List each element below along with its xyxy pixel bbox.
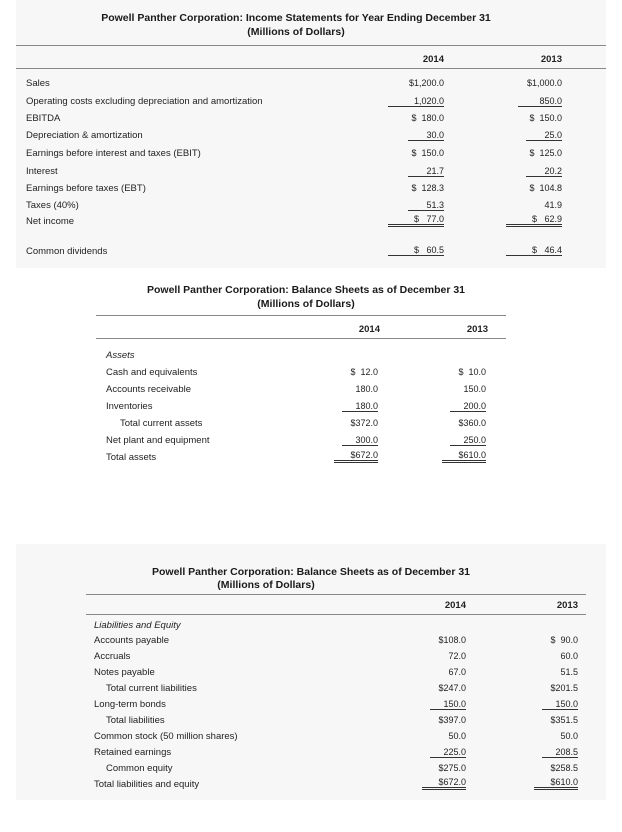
value-2014: 180.0 (342, 401, 378, 412)
value-2013: $1,000.0 (526, 78, 562, 88)
value-2014: $275.0 (438, 763, 466, 773)
row-label: Notes payable (94, 667, 155, 678)
assets-heading: Assets (106, 350, 135, 361)
liabilities-year-2014: 2014 (444, 600, 466, 611)
income-title: Powell Panther Corporation: Income Statements for Year Ending December 31 (101, 12, 491, 24)
value-2013: 20.2 (526, 166, 562, 177)
row-label: Retained earnings (94, 747, 172, 758)
header-rule-top (86, 594, 586, 595)
value-2013: $ 125.0 (529, 148, 562, 158)
value-2014: $397.0 (438, 715, 466, 725)
value-2014: $672.0 (422, 777, 466, 790)
row-label: Net plant and equipment (106, 435, 210, 446)
assets-title: Powell Panther Corporation: Balance Sheets as of December 31 (146, 284, 465, 296)
value-2014: $247.0 (438, 683, 466, 693)
value-2013: $351.5 (550, 715, 578, 725)
header-rule-bottom (96, 338, 506, 339)
row-label: Total assets (106, 452, 157, 463)
value-2013: 208.5 (542, 747, 578, 758)
value-2014: 1,020.0 (388, 96, 444, 107)
value-2014: $ 128.3 (411, 183, 444, 193)
value-2013: $ 62.9 (506, 214, 562, 227)
liabilities-title: Powell Panther Corporation: Balance Sheets as of December 31 (151, 566, 470, 578)
row-label: Earnings before interest and taxes (EBIT) (26, 148, 201, 159)
row-label: Net income (26, 216, 75, 227)
value-2014: 225.0 (430, 747, 466, 758)
row-label: Depreciation & amortization (26, 130, 143, 141)
row-label: Total current liabilities (106, 683, 197, 694)
income-year-2014: 2014 (422, 54, 444, 65)
assets-year-2013: 2013 (466, 324, 488, 335)
income-subtitle: (Millions of Dollars) (247, 26, 345, 38)
value-2013: 25.0 (526, 130, 562, 141)
value-2013: 850.0 (518, 96, 562, 107)
value-2014: $ 12.0 (350, 367, 378, 377)
value-2013: 250.0 (450, 435, 486, 446)
row-label: Total current assets (120, 418, 203, 429)
header-rule-top (16, 45, 606, 46)
value-2013: $610.0 (442, 450, 486, 463)
value-2014: $108.0 (438, 635, 466, 645)
row-label: Accounts payable (94, 635, 169, 646)
row-label: Common equity (106, 763, 173, 774)
liabilities-subtitle: (Millions of Dollars) (217, 579, 315, 591)
value-2014: $ 60.5 (388, 245, 444, 256)
value-2013: $ 10.0 (458, 367, 486, 377)
value-2013: $258.5 (550, 763, 578, 773)
value-2014: $ 77.0 (388, 214, 444, 227)
value-2014: $1,200.0 (408, 78, 444, 88)
row-label: Taxes (40%) (26, 200, 79, 211)
assets-subtitle: (Millions of Dollars) (257, 298, 355, 310)
liabilities-heading: Liabilities and Equity (94, 620, 181, 631)
value-2014: $672.0 (334, 450, 378, 463)
value-2014: $ 150.0 (411, 148, 444, 158)
row-label: Interest (26, 166, 58, 177)
row-label: Accruals (94, 651, 131, 662)
row-label: Common stock (50 million shares) (94, 731, 238, 742)
liabilities-year-2013: 2013 (556, 600, 578, 611)
value-2014: 50.0 (448, 731, 466, 741)
value-2013: $ 104.8 (529, 183, 562, 193)
value-2013: 60.0 (560, 651, 578, 661)
value-2013: $201.5 (550, 683, 578, 693)
value-2014: 300.0 (342, 435, 378, 446)
header-rule-bottom (86, 614, 586, 615)
row-label: Earnings before taxes (EBT) (26, 183, 146, 194)
value-2014: 67.0 (448, 667, 466, 677)
value-2013: $610.0 (534, 777, 578, 790)
row-label: Sales (26, 78, 50, 89)
value-2013: 41.9 (544, 200, 562, 210)
value-2013: $360.0 (458, 418, 486, 428)
value-2014: 30.0 (408, 130, 444, 141)
value-2013: $ 90.0 (550, 635, 578, 645)
value-2014: 21.7 (408, 166, 444, 177)
assets-year-2014: 2014 (358, 324, 380, 335)
row-label: Total liabilities (106, 715, 165, 726)
value-2013: $ 150.0 (529, 113, 562, 123)
row-label: Operating costs excluding depreciation and amortization (26, 96, 263, 107)
value-2014: $372.0 (350, 418, 378, 428)
row-label: Accounts receivable (106, 384, 192, 395)
row-label: EBITDA (26, 113, 61, 124)
row-label: Long-term bonds (94, 699, 166, 710)
row-label: Inventories (106, 401, 153, 412)
header-rule-top (96, 315, 506, 316)
value-2013: 51.5 (560, 667, 578, 677)
assets-panel (16, 268, 606, 510)
value-2014: 150.0 (430, 699, 466, 710)
liabilities-panel (16, 544, 606, 800)
row-label: Total liabilities and equity (94, 779, 200, 790)
income-statement-panel (16, 0, 606, 268)
value-2013: 150.0 (463, 384, 486, 394)
value-2013: 50.0 (560, 731, 578, 741)
value-2014: $ 180.0 (411, 113, 444, 123)
row-label: Common dividends (26, 246, 108, 257)
value-2013: $ 46.4 (506, 245, 562, 256)
income-year-2013: 2013 (540, 54, 562, 65)
value-2013: 150.0 (542, 699, 578, 710)
value-2014: 51.3 (408, 200, 444, 211)
row-label: Cash and equivalents (106, 367, 198, 378)
value-2014: 180.0 (355, 384, 378, 394)
header-rule-bottom (16, 68, 606, 69)
value-2014: 72.0 (448, 651, 466, 661)
value-2013: 200.0 (450, 401, 486, 412)
